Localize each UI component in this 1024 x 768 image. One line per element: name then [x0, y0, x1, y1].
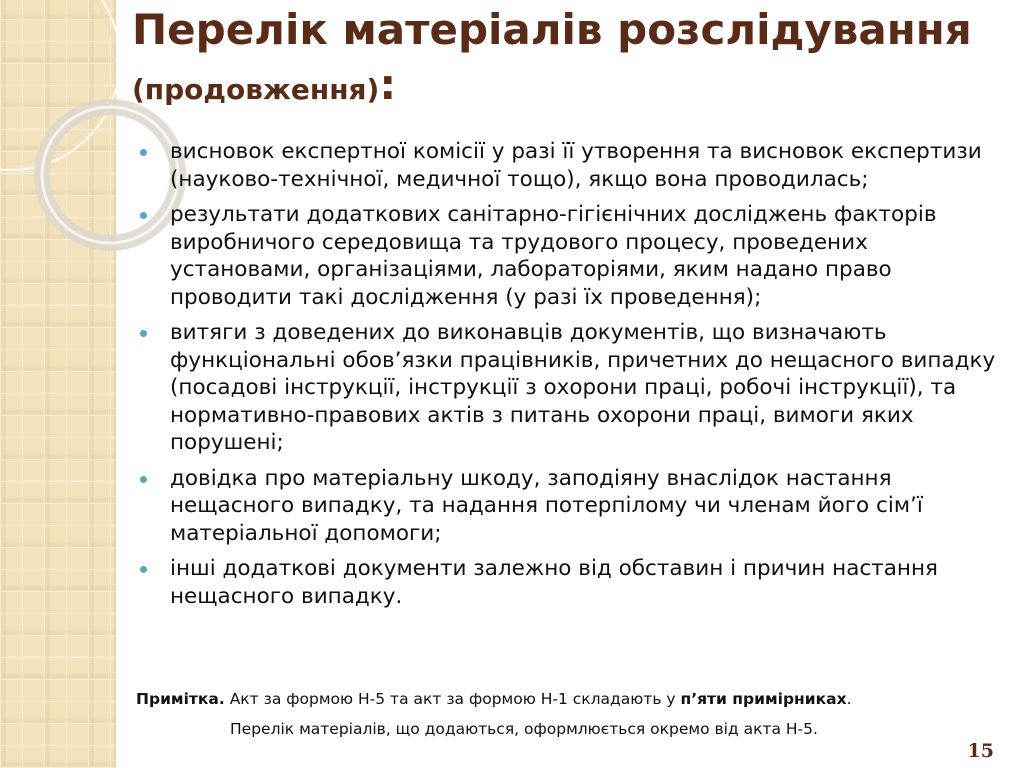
bullet-dot-icon: [140, 149, 147, 156]
note-second-line: Перелік матеріалів, що додаються, оформлюється окремо від акта Н-5.: [230, 720, 818, 738]
note-emphasis: п’яти примірниках: [680, 690, 847, 708]
bullet-item: [140, 201, 1000, 311]
bullet-list: [140, 138, 1000, 618]
bullet-dot-icon: [140, 330, 147, 337]
note-label: Примітка.: [136, 690, 225, 708]
bullet-text: довідка про матеріальну шкоду, заподіяну внаслідок настання нещасного випадку, та надання потерпілому чи членам його сім’ї матеріальної допомоги;: [170, 465, 923, 546]
bullet-text: інші додаткові документи залежно від обставин і причин настання нещасного випадку.: [170, 556, 938, 609]
bullet-text: результати додаткових санітарно-гігієнічних досліджень факторів виробничого середовища та трудового процесу, проведених установами, організаціями, лабораторіями, яким надано право проводити такі дослідження (у разі їх проведення);: [170, 202, 937, 310]
title-subtitle: (продовження): [132, 73, 380, 106]
outer-ring: [0, 0, 120, 170]
slide-title: [132, 2, 992, 117]
bullet-text: висновок експертної комісії у разі її утворення та висновок експертизи (науково-технічної, медичної тощо), якщо вона проводилась;: [170, 139, 982, 192]
bullet-dot-icon: [140, 212, 147, 219]
bullet-item: [140, 465, 1000, 548]
bullet-item: [140, 319, 1000, 457]
title-main: Перелік матеріалів розслідування: [132, 5, 972, 54]
note-text: Акт за формою Н-5 та акт за формою Н-1 складають у: [224, 690, 681, 708]
bullet-item: [140, 555, 1000, 610]
bullet-dot-icon: [140, 476, 147, 483]
note: [136, 688, 1006, 710]
bullet-text: витяги з доведених до виконавців документів, що визначають функціональні обов’язки працівників, причетних до нещасного випадку (посадові інструкції, інструкції з охорони праці, робочі інструкції), та нормативно-правових актів з питань охорони праці, вимоги яких порушені;: [170, 320, 996, 455]
bullet-dot-icon: [140, 566, 147, 573]
title-colon: :: [379, 60, 397, 109]
note-text-end: .: [846, 690, 852, 708]
bullet-item: [140, 138, 1000, 193]
page-number: 15: [967, 740, 994, 762]
